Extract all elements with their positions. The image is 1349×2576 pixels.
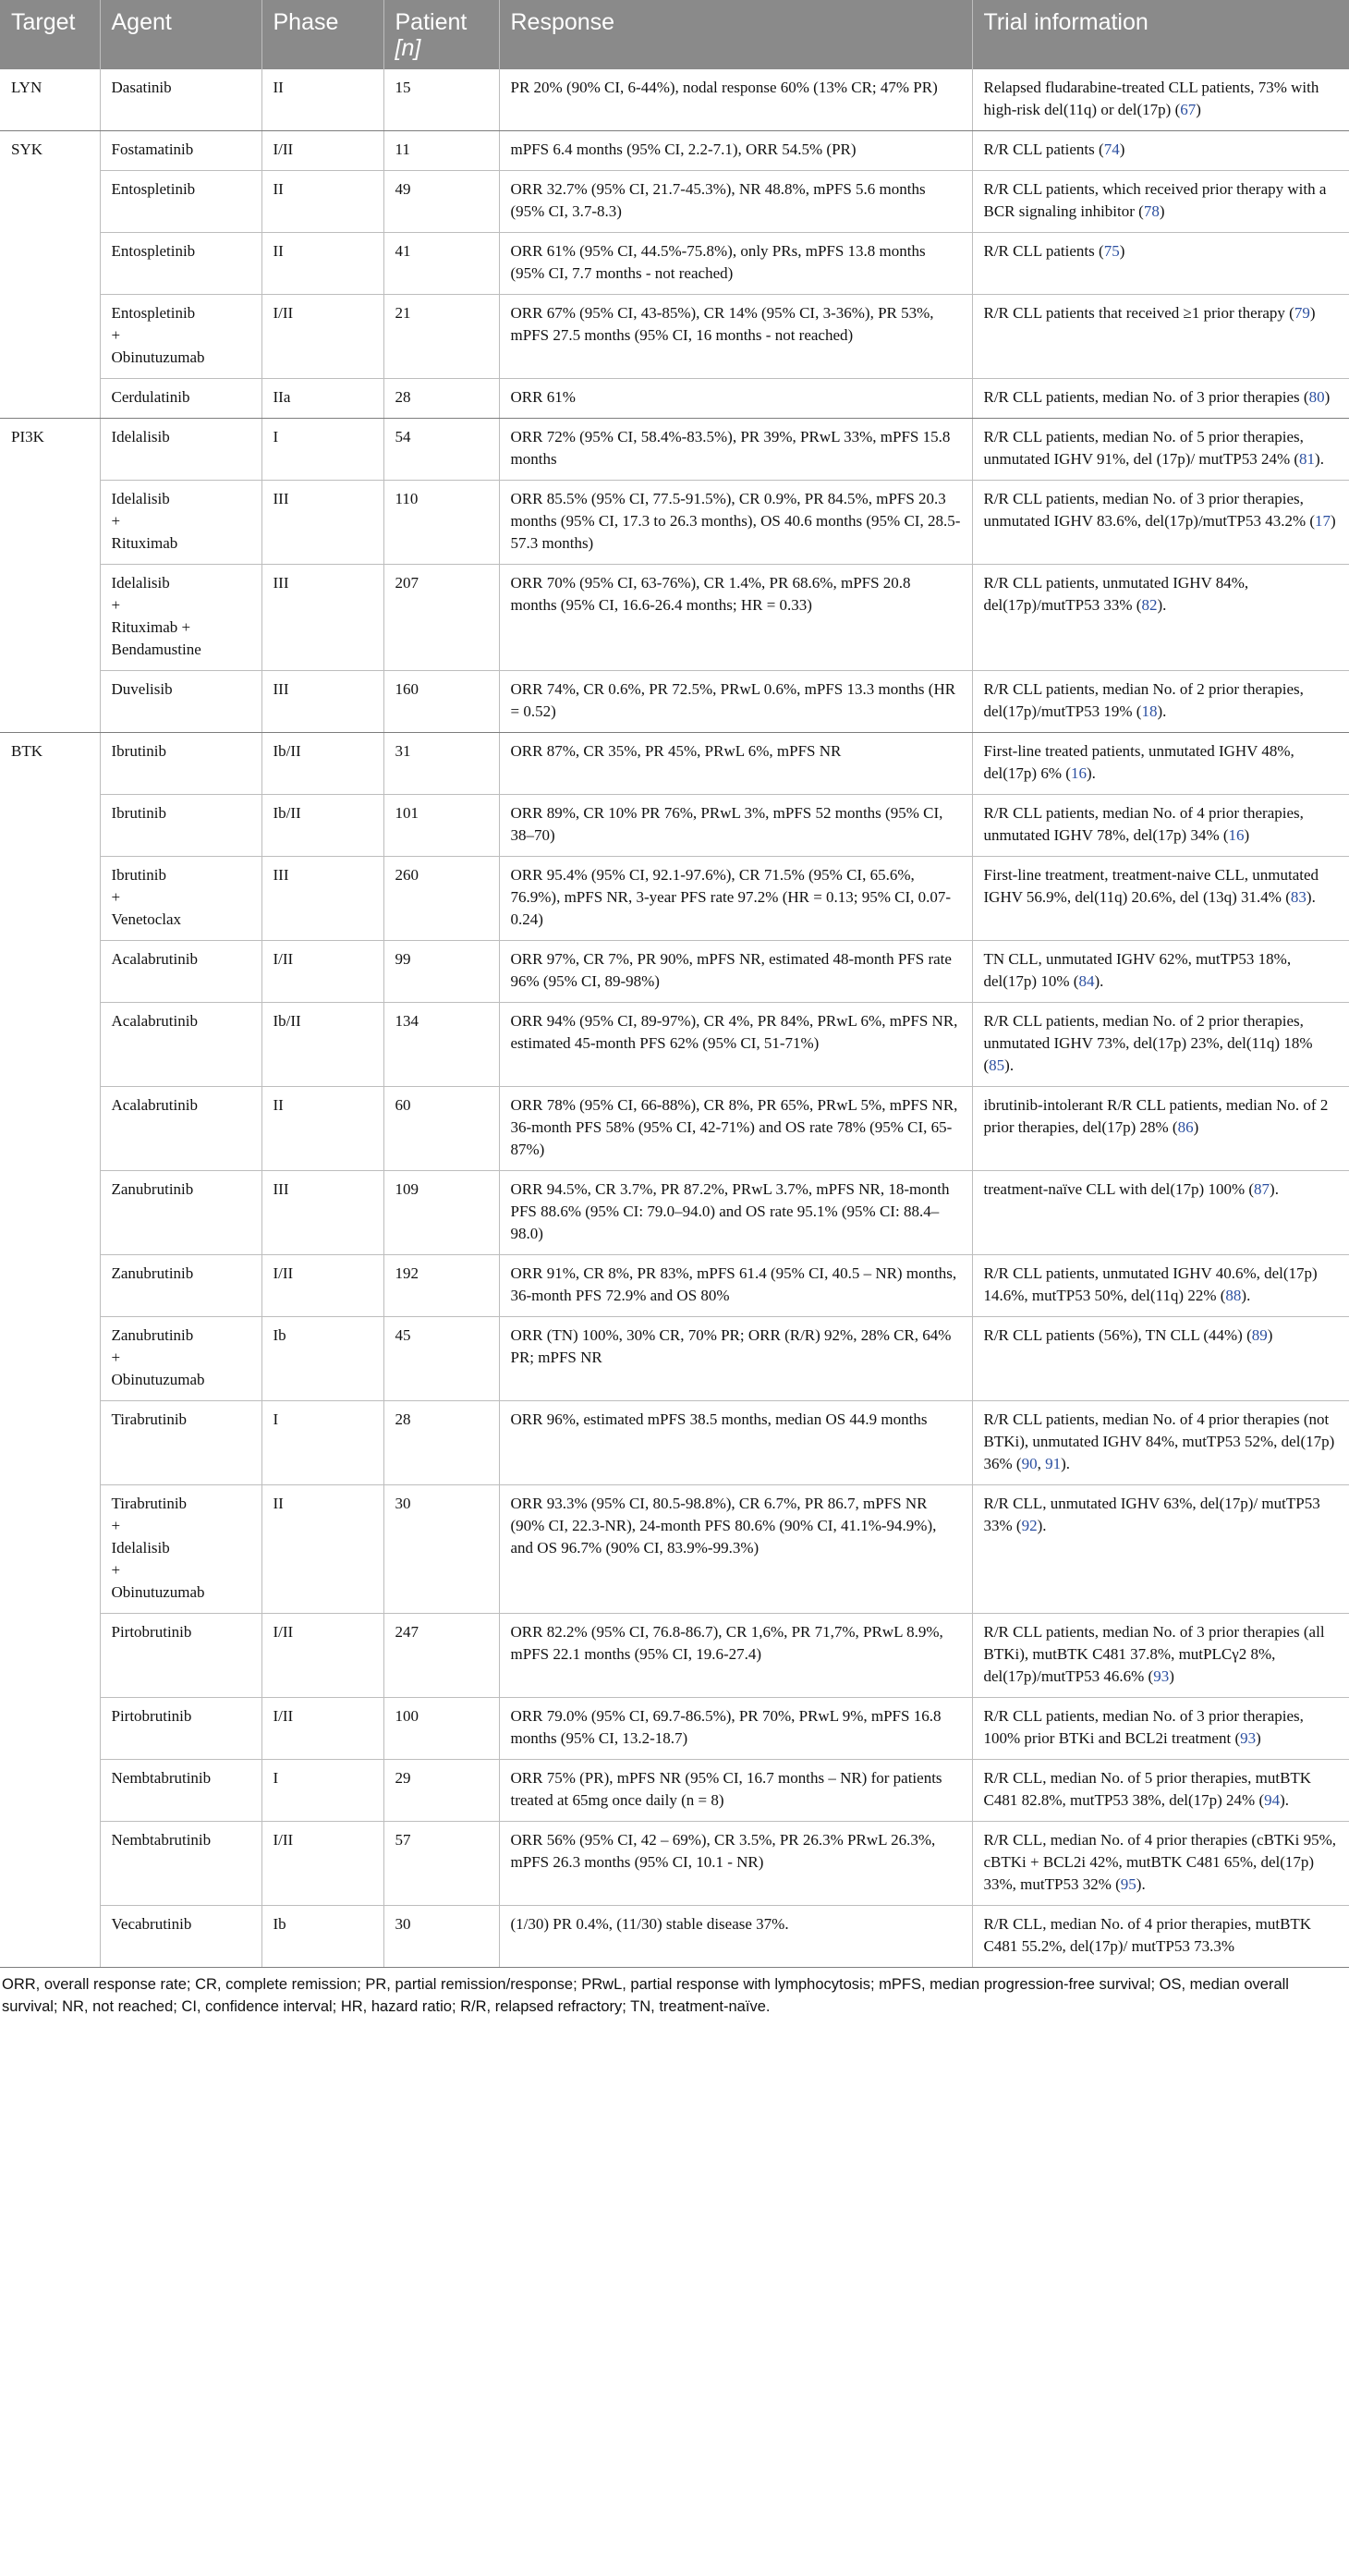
- cell-trial-info: TN CLL, unmutated IGHV 62%, mutTP53 18%, del(17p) 10% (84).: [972, 941, 1349, 1003]
- cell-trial-info: R/R CLL patients, median No. of 3 prior therapies (80): [972, 379, 1349, 419]
- reference-link[interactable]: 85: [989, 1056, 1005, 1074]
- cell-patient-count: 54: [383, 419, 499, 481]
- cell-trial-info: R/R CLL patients (56%), TN CLL (44%) (89): [972, 1317, 1349, 1401]
- cell-patient-count: 11: [383, 131, 499, 171]
- cell-agent: [100, 481, 261, 565]
- cell-phase: I/II: [261, 1822, 383, 1906]
- cell-response: ORR 94.5%, CR 3.7%, PR 87.2%, PRwL 3.7%, mPFS NR, 18-month PFS 88.6% (95% CI: 79.0–94.0) and OS rate 95.1% (95% CI: 88.4–98.0): [499, 1171, 972, 1255]
- reference-link[interactable]: 84: [1078, 972, 1095, 990]
- agent-line: +: [111, 326, 121, 344]
- agent-line: +: [111, 512, 121, 530]
- cell-phase: I/II: [261, 941, 383, 1003]
- cell-agent: [100, 795, 261, 857]
- cell-agent: [100, 1087, 261, 1171]
- trial-text: R/R CLL patients, median No. of 3 prior therapies (all BTKi), mutBTK C481 37.8%, mutPLCγ2 8%, del(17p)/mutTP53 46.6%: [983, 1623, 1325, 1685]
- reference-link[interactable]: 92: [1021, 1517, 1038, 1534]
- cell-response: ORR 91%, CR 8%, PR 83%, mPFS 61.4 (95% CI, 40.5 – NR) months, 36-month PFS 72.9% and OS 80%: [499, 1255, 972, 1317]
- cell-agent: [100, 419, 261, 481]
- header-phase: Phase: [261, 0, 383, 69]
- agent-line: Tirabrutinib: [111, 1495, 188, 1512]
- agent-line: Entospletinib: [111, 304, 196, 322]
- header-row: [0, 0, 1349, 69]
- cell-response: ORR 89%, CR 10% PR 76%, PRwL 3%, mPFS 52 months (95% CI, 38–70): [499, 795, 972, 857]
- cell-phase: III: [261, 1171, 383, 1255]
- cell-patient-count: 21: [383, 295, 499, 379]
- cell-trial-info: R/R CLL patients that received ≥1 prior therapy (79): [972, 295, 1349, 379]
- agent-line: Tirabrutinib: [111, 1410, 188, 1428]
- trial-text: First-line treatment, treatment-naive CLL, unmutated IGHV 56.9%, del(11q) 20.6%, del (13q) 31.4%: [983, 866, 1319, 906]
- agent-line: Ibrutinib: [111, 804, 166, 822]
- trial-text: R/R CLL patients, which received prior therapy with a BCR signaling inhibitor: [983, 180, 1327, 220]
- agent-line: Idelalisib: [111, 428, 170, 446]
- cell-response: ORR 97%, CR 7%, PR 90%, mPFS NR, estimated 48-month PFS rate 96% (95% CI, 89-98%): [499, 941, 972, 1003]
- reference-link[interactable]: 88: [1225, 1287, 1242, 1304]
- cell-response: ORR (TN) 100%, 30% CR, 70% PR; ORR (R/R) 92%, 28% CR, 64% PR; mPFS NR: [499, 1317, 972, 1401]
- cell-response: ORR 61%: [499, 379, 972, 419]
- trial-text: R/R CLL patients, median No. of 3 prior therapies, unmutated IGHV 83.6%, del(17p)/mutTP53 43.2%: [983, 490, 1306, 530]
- agent-line: Pirtobrutinib: [111, 1623, 192, 1641]
- reference-link[interactable]: 90: [1021, 1455, 1038, 1472]
- cell-response: ORR 78% (95% CI, 66-88%), CR 8%, PR 65%, PRwL 5%, mPFS NR, 36-month PFS 58% (95% CI, 42-71%) and OS rate 78% (95% CI, 65-87%): [499, 1087, 972, 1171]
- agent-line: Ibrutinib: [111, 742, 166, 760]
- trial-text: First-line treated patients, unmutated IGHV 48%, del(17p) 6%: [983, 742, 1294, 782]
- cell-agent: [100, 69, 261, 131]
- agent-line: Obinutuzumab: [111, 1371, 205, 1388]
- cell-trial-info: R/R CLL patients, unmutated IGHV 40.6%, del(17p) 14.6%, mutTP53 50%, del(11q) 22% (88).: [972, 1255, 1349, 1317]
- cell-trial-info: ibrutinib-intolerant R/R CLL patients, median No. of 2 prior therapies, del(17p) 28% (86): [972, 1087, 1349, 1171]
- cell-patient-count: 207: [383, 565, 499, 671]
- agent-line: Entospletinib: [111, 242, 196, 260]
- cell-phase: IIa: [261, 379, 383, 419]
- cell-patient-count: 192: [383, 1255, 499, 1317]
- cell-phase: I: [261, 1760, 383, 1822]
- trial-suffix: .: [1311, 888, 1316, 906]
- trial-text: R/R CLL, median No. of 5 prior therapies, mutBTK C481 82.8%, mutTP53 38%, del(17p) 24%: [983, 1769, 1312, 1809]
- cell-agent: [100, 1485, 261, 1614]
- agent-line: Vecabrutinib: [111, 1915, 192, 1933]
- cell-phase: Ib/II: [261, 1003, 383, 1087]
- cell-agent: [100, 295, 261, 379]
- cell-phase: III: [261, 481, 383, 565]
- trial-suffix: .: [1141, 1875, 1146, 1893]
- agent-line: Obinutuzumab: [111, 348, 205, 366]
- cell-phase: Ib/II: [261, 733, 383, 795]
- cell-agent: [100, 1003, 261, 1087]
- cell-trial-info: R/R CLL patients, median No. of 4 prior therapies (not BTKi), unmutated IGHV 84%, mutTP53 52%, del(17p) 36% (90, 91).: [972, 1401, 1349, 1485]
- cell-patient-count: 110: [383, 481, 499, 565]
- table-row: [0, 565, 1349, 671]
- cell-patient-count: 109: [383, 1171, 499, 1255]
- trial-text: R/R CLL, median No. of 4 prior therapies, mutBTK C481 55.2%, del(17p)/ mutTP53 73.3%: [983, 1915, 1312, 1955]
- cell-agent: [100, 857, 261, 941]
- cell-phase: I/II: [261, 1255, 383, 1317]
- cell-phase: II: [261, 233, 383, 295]
- table-row: [0, 1614, 1349, 1698]
- cell-trial-info: R/R CLL patients, median No. of 3 prior therapies, unmutated IGHV 83.6%, del(17p)/mutTP53 43.2% (17): [972, 481, 1349, 565]
- agent-line: Zanubrutinib: [111, 1264, 194, 1282]
- trial-text: R/R CLL patients, median No. of 3 prior therapies, 100% prior BTKi and BCL2i treatment: [983, 1707, 1304, 1747]
- reference-link[interactable]: 80: [1308, 388, 1325, 406]
- cell-agent: [100, 565, 261, 671]
- cell-patient-count: 30: [383, 1485, 499, 1614]
- cell-agent: [100, 131, 261, 171]
- reference-link[interactable]: 93: [1240, 1729, 1257, 1747]
- table-row: [0, 131, 1349, 171]
- cell-trial-info: R/R CLL patients, median No. of 2 prior therapies, del(17p)/mutTP53 19% (18).: [972, 671, 1349, 733]
- cell-response: ORR 85.5% (95% CI, 77.5-91.5%), CR 0.9%, PR 84.5%, mPFS 20.3 months (95% CI, 17.3 to 26.3 months), OS 40.6 months (95% CI, 28.5-57.3 months): [499, 481, 972, 565]
- trial-text: R/R CLL, median No. of 4 prior therapies (cBTKi 95%, cBTKi + BCL2i 42%, mutBTK C481 65%, del(17p) 33%, mutTP53 32%: [983, 1831, 1336, 1893]
- trial-text: R/R CLL patients, median No. of 4 prior therapies, unmutated IGHV 78%, del(17p) 34%: [983, 804, 1304, 844]
- cell-response: ORR 32.7% (95% CI, 21.7-45.3%), NR 48.8%, mPFS 5.6 months (95% CI, 3.7-8.3): [499, 171, 972, 233]
- reference-link[interactable]: 87: [1254, 1180, 1270, 1198]
- cell-phase: Ib: [261, 1317, 383, 1401]
- header-trial: Trial information: [972, 0, 1349, 69]
- table-row: [0, 1255, 1349, 1317]
- cell-agent: [100, 733, 261, 795]
- agent-line: Entospletinib: [111, 180, 196, 198]
- reference-link[interactable]: 81: [1299, 450, 1316, 468]
- cell-trial-info: R/R CLL patients (75): [972, 233, 1349, 295]
- cell-agent: [100, 1171, 261, 1255]
- cell-response: ORR 74%, CR 0.6%, PR 72.5%, PRwL 0.6%, mPFS 13.3 months (HR = 0.52): [499, 671, 972, 733]
- agent-line: Zanubrutinib: [111, 1326, 194, 1344]
- table-row: [0, 379, 1349, 419]
- agent-line: Idelalisib: [111, 490, 170, 507]
- cell-phase: II: [261, 69, 383, 131]
- cell-agent: [100, 171, 261, 233]
- cell-trial-info: R/R CLL patients, median No. of 2 prior therapies, unmutated IGHV 73%, del(17p) 23%, del(11q) 18% (85).: [972, 1003, 1349, 1087]
- trial-suffix: .: [1274, 1180, 1279, 1198]
- trial-text: R/R CLL patients (56%), TN CLL (44%): [983, 1326, 1243, 1344]
- agent-line: Zanubrutinib: [111, 1180, 194, 1198]
- cell-patient-count: 41: [383, 233, 499, 295]
- reference-link[interactable]: 74: [1103, 140, 1120, 158]
- reference-link[interactable]: 78: [1143, 202, 1160, 220]
- cell-phase: II: [261, 171, 383, 233]
- cell-patient-count: 100: [383, 1698, 499, 1760]
- cell-response: mPFS 6.4 months (95% CI, 2.2-7.1), ORR 54.5% (PR): [499, 131, 972, 171]
- trial-suffix: .: [1284, 1791, 1290, 1809]
- cell-agent: [100, 671, 261, 733]
- cell-patient-count: 28: [383, 379, 499, 419]
- agent-line: Dasatinib: [111, 79, 172, 96]
- cell-patient-count: 101: [383, 795, 499, 857]
- cell-phase: Ib/II: [261, 795, 383, 857]
- cell-target: LYN: [0, 69, 100, 131]
- cell-phase: II: [261, 1087, 383, 1171]
- agent-line: +: [111, 888, 121, 906]
- header-patient-label: Patient: [395, 9, 468, 35]
- cell-response: (1/30) PR 0.4%, (11/30) stable disease 37%.: [499, 1906, 972, 1968]
- cell-agent: [100, 233, 261, 295]
- trial-text: treatment-naïve CLL with del(17p) 100%: [983, 1180, 1246, 1198]
- cell-target: PI3K: [0, 419, 100, 733]
- agent-line: Rituximab: [111, 534, 178, 552]
- cell-trial-info: Relapsed fludarabine-treated CLL patients, 73% with high-risk del(11q) or del(17p) (67): [972, 69, 1349, 131]
- cell-trial-info: First-line treated patients, unmutated IGHV 48%, del(17p) 6% (16).: [972, 733, 1349, 795]
- cell-target: BTK: [0, 733, 100, 1968]
- cell-trial-info: R/R CLL, unmutated IGHV 63%, del(17p)/ mutTP53 33% (92).: [972, 1485, 1349, 1614]
- header-target: Target: [0, 0, 100, 69]
- trial-suffix: .: [1100, 972, 1104, 990]
- cell-response: ORR 94% (95% CI, 89-97%), CR 4%, PR 84%, PRwL 6%, mPFS NR, estimated 45-month PFS 62% (95% CI, 51-71%): [499, 1003, 972, 1087]
- agent-line: Rituximab + Bendamustine: [111, 618, 201, 658]
- reference-link[interactable]: 75: [1103, 242, 1120, 260]
- cell-phase: I/II: [261, 1698, 383, 1760]
- trial-suffix: .: [1162, 702, 1167, 720]
- cell-patient-count: 160: [383, 671, 499, 733]
- table-row: [0, 1698, 1349, 1760]
- cell-patient-count: 60: [383, 1087, 499, 1171]
- table-row: [0, 1906, 1349, 1968]
- cell-trial-info: R/R CLL patients, median No. of 4 prior therapies, unmutated IGHV 78%, del(17p) 34% (16): [972, 795, 1349, 857]
- trial-text: TN CLL, unmutated IGHV 62%, mutTP53 18%, del(17p) 10%: [983, 950, 1292, 990]
- agent-line: +: [111, 1517, 121, 1534]
- trial-text: ibrutinib-intolerant R/R CLL patients, median No. of 2 prior therapies, del(17p) 28%: [983, 1096, 1329, 1136]
- cell-agent: [100, 379, 261, 419]
- cell-target: SYK: [0, 131, 100, 419]
- cell-patient-count: 30: [383, 1906, 499, 1968]
- reference-link[interactable]: 82: [1141, 596, 1158, 614]
- header-response: Response: [499, 0, 972, 69]
- agent-line: +: [111, 1349, 121, 1366]
- agent-line: Idelalisib: [111, 1539, 170, 1557]
- reference-link[interactable]: 16: [1070, 764, 1087, 782]
- trial-suffix: .: [1246, 1287, 1251, 1304]
- cell-response: ORR 70% (95% CI, 63-76%), CR 1.4%, PR 68.6%, mPFS 20.8 months (95% CI, 16.6-26.4 months; HR = 0.33): [499, 565, 972, 671]
- cell-agent: [100, 1698, 261, 1760]
- cell-response: ORR 75% (PR), mPFS NR (95% CI, 16.7 months – NR) for patients treated at 65mg once daily (n = 8): [499, 1760, 972, 1822]
- cell-agent: [100, 1906, 261, 1968]
- cell-trial-info: R/R CLL patients, median No. of 5 prior therapies, unmutated IGHV 91%, del (17p)/ mutTP53 24% (81).: [972, 419, 1349, 481]
- trial-text: R/R CLL patients: [983, 242, 1095, 260]
- trial-suffix: .: [1065, 1455, 1071, 1472]
- cell-patient-count: 260: [383, 857, 499, 941]
- table-row: [0, 1171, 1349, 1255]
- cell-trial-info: [972, 1906, 1349, 1968]
- agent-line: Pirtobrutinib: [111, 1707, 192, 1725]
- cell-patient-count: 57: [383, 1822, 499, 1906]
- cell-patient-count: 134: [383, 1003, 499, 1087]
- reference-link[interactable]: 93: [1153, 1667, 1170, 1685]
- cell-trial-info: R/R CLL patients, which received prior therapy with a BCR signaling inhibitor (78): [972, 171, 1349, 233]
- agent-line: Cerdulatinib: [111, 388, 190, 406]
- cell-phase: I/II: [261, 295, 383, 379]
- cell-phase: I: [261, 419, 383, 481]
- cell-trial-info: R/R CLL patients, unmutated IGHV 84%, del(17p)/mutTP53 33% (82).: [972, 565, 1349, 671]
- cell-response: ORR 96%, estimated mPFS 38.5 months, median OS 44.9 months: [499, 1401, 972, 1485]
- cell-trial-info: R/R CLL patients (74): [972, 131, 1349, 171]
- cell-trial-info: treatment-naïve CLL with del(17p) 100% (87).: [972, 1171, 1349, 1255]
- trial-text: Relapsed fludarabine-treated CLL patients, 73% with high-risk del(11q) or del(17p): [983, 79, 1319, 118]
- cell-patient-count: 29: [383, 1760, 499, 1822]
- cell-agent: [100, 1401, 261, 1485]
- cell-phase: III: [261, 565, 383, 671]
- cell-agent: [100, 1614, 261, 1698]
- cell-trial-info: R/R CLL patients, median No. of 3 prior therapies (all BTKi), mutBTK C481 37.8%, mutPLCγ2 8%, del(17p)/mutTP53 46.6% (93): [972, 1614, 1349, 1698]
- agent-line: Venetoclax: [111, 910, 182, 928]
- agent-line: Idelalisib: [111, 574, 170, 592]
- cell-phase: I: [261, 1401, 383, 1485]
- cell-agent: [100, 941, 261, 1003]
- trial-suffix: .: [1162, 596, 1167, 614]
- cell-trial-info: R/R CLL patients, median No. of 3 prior therapies, 100% prior BTKi and BCL2i treatment (93): [972, 1698, 1349, 1760]
- reference-link[interactable]: 83: [1290, 888, 1306, 906]
- cell-phase: II: [261, 1485, 383, 1614]
- trial-text: R/R CLL patients, unmutated IGHV 40.6%, del(17p) 14.6%, mutTP53 50%, del(11q) 22%: [983, 1264, 1318, 1304]
- table-row: [0, 1760, 1349, 1822]
- cell-agent: [100, 1760, 261, 1822]
- cell-response: ORR 93.3% (95% CI, 80.5-98.8%), CR 6.7%, PR 86.7, mPFS NR (90% CI, 22.3-NR), 24-month PFS 80.6% (90% CI, 41.1%-94.9%), and OS 96.7% (90% CI, 83.9%-99.3%): [499, 1485, 972, 1614]
- header-agent: Agent: [100, 0, 261, 69]
- agent-line: Obinutuzumab: [111, 1583, 205, 1601]
- cell-response: ORR 82.2% (95% CI, 76.8-86.7), CR 1,6%, PR 71,7%, PRwL 8.9%, mPFS 22.1 months (95% CI, 19.6-27.4): [499, 1614, 972, 1698]
- reference-link[interactable]: 86: [1177, 1118, 1194, 1136]
- cell-response: ORR 56% (95% CI, 42 – 69%), CR 3.5%, PR 26.3% PRwL 26.3%, mPFS 26.3 months (95% CI, 10.1 - NR): [499, 1822, 972, 1906]
- cell-phase: III: [261, 857, 383, 941]
- table-row: [0, 795, 1349, 857]
- trial-suffix: .: [1091, 764, 1096, 782]
- reference-link[interactable]: 95: [1120, 1875, 1136, 1893]
- cell-phase: I/II: [261, 1614, 383, 1698]
- trial-text: R/R CLL, unmutated IGHV 63%, del(17p)/ mutTP53 33%: [983, 1495, 1320, 1534]
- table-row: [0, 857, 1349, 941]
- agent-line: +: [111, 1561, 121, 1579]
- cell-phase: I/II: [261, 131, 383, 171]
- agent-line: Acalabrutinib: [111, 1012, 198, 1030]
- cell-response: PR 20% (90% CI, 6-44%), nodal response 60% (13% CR; 47% PR): [499, 69, 972, 131]
- trial-text: R/R CLL patients, unmutated IGHV 84%, del(17p)/mutTP53 33%: [983, 574, 1249, 614]
- trial-text: R/R CLL patients, median No. of 4 prior therapies (not BTKi), unmutated IGHV 84%, mutTP53 52%, del(17p) 36%: [983, 1410, 1335, 1472]
- trial-suffix: .: [1042, 1517, 1047, 1534]
- cell-patient-count: 28: [383, 1401, 499, 1485]
- agent-line: Acalabrutinib: [111, 1096, 198, 1114]
- reference-link[interactable]: 91: [1045, 1455, 1062, 1472]
- cell-agent: [100, 1317, 261, 1401]
- cell-response: ORR 79.0% (95% CI, 69.7-86.5%), PR 70%, PRwL 9%, mPFS 16.8 months (95% CI, 13.2-18.7): [499, 1698, 972, 1760]
- agent-line: Ibrutinib: [111, 866, 166, 884]
- cell-response: ORR 87%, CR 35%, PR 45%, PRwL 6%, mPFS NR: [499, 733, 972, 795]
- agent-line: Duvelisib: [111, 680, 173, 698]
- table-row: [0, 295, 1349, 379]
- table-row: [0, 69, 1349, 131]
- table-row: [0, 1401, 1349, 1485]
- footnote: ORR, overall response rate; CR, complete remission; PR, partial remission/response; PRwL, partial response with lymphocytosis; mPFS, median progression-free survival; OS, median overall survival; NR, not reached; CI, confidence interval; HR, hazard ratio; R/R, relapsed refractory; TN, treatment-naïve.: [2, 1976, 1289, 2015]
- trial-text: R/R CLL patients, median No. of 2 prior therapies, unmutated IGHV 73%, del(17p) 23%, del(11q) 18%: [983, 1012, 1313, 1052]
- trial-text: R/R CLL patients, median No. of 5 prior therapies, unmutated IGHV 91%, del (17p)/ mutTP53 24%: [983, 428, 1304, 468]
- header-patient-unit: [n]: [395, 35, 421, 61]
- cell-patient-count: 15: [383, 69, 499, 131]
- trial-suffix: .: [1319, 450, 1324, 468]
- cell-phase: III: [261, 671, 383, 733]
- cell-trial-info: R/R CLL, median No. of 5 prior therapies, mutBTK C481 82.8%, mutTP53 38%, del(17p) 24% (94).: [972, 1760, 1349, 1822]
- cell-agent: [100, 1255, 261, 1317]
- cell-response: ORR 67% (95% CI, 43-85%), CR 14% (95% CI, 3-36%), PR 53%, mPFS 27.5 months (95% CI, 16 months - not reached): [499, 295, 972, 379]
- reference-link[interactable]: 67: [1180, 101, 1197, 118]
- cell-response: ORR 61% (95% CI, 44.5%-75.8%), only PRs, mPFS 13.8 months (95% CI, 7.7 months - not reached): [499, 233, 972, 295]
- agent-line: Fostamatinib: [111, 140, 194, 158]
- reference-link[interactable]: 17: [1315, 512, 1331, 530]
- cell-response: ORR 72% (95% CI, 58.4%-83.5%), PR 39%, PRwL 33%, mPFS 15.8 months: [499, 419, 972, 481]
- agent-line: +: [111, 596, 121, 614]
- table-row: [0, 941, 1349, 1003]
- trial-suffix: .: [1009, 1056, 1015, 1074]
- table-row: [0, 1317, 1349, 1401]
- agent-line: Nembtabrutinib: [111, 1831, 212, 1849]
- table-body: [0, 69, 1349, 1968]
- table-row: [0, 171, 1349, 233]
- table-row: [0, 1822, 1349, 1906]
- table-row: [0, 1003, 1349, 1087]
- reference-link[interactable]: 94: [1264, 1791, 1281, 1809]
- trial-text: R/R CLL patients: [983, 140, 1095, 158]
- agent-line: Acalabrutinib: [111, 950, 198, 968]
- header-patient: [383, 0, 499, 69]
- reference-link[interactable]: 89: [1251, 1326, 1268, 1344]
- table-row: [0, 481, 1349, 565]
- cell-patient-count: 45: [383, 1317, 499, 1401]
- reference-link[interactable]: 16: [1228, 826, 1245, 844]
- cell-agent: [100, 1822, 261, 1906]
- table-row: [0, 733, 1349, 795]
- cell-patient-count: 31: [383, 733, 499, 795]
- trial-text: R/R CLL patients that received ≥1 prior therapy: [983, 304, 1285, 322]
- reference-link[interactable]: 18: [1141, 702, 1158, 720]
- cell-patient-count: 49: [383, 171, 499, 233]
- table-row: [0, 1087, 1349, 1171]
- trial-text: R/R CLL patients, median No. of 3 prior therapies: [983, 388, 1300, 406]
- table-row: [0, 1485, 1349, 1614]
- table-row: [0, 419, 1349, 481]
- cell-phase: Ib: [261, 1906, 383, 1968]
- cell-patient-count: 247: [383, 1614, 499, 1698]
- cell-response: ORR 95.4% (95% CI, 92.1-97.6%), CR 71.5% (95% CI, 65.6%, 76.9%), mPFS NR, 3-year PFS rate 97.2% (HR = 0.13; 95% CI, 0.07-0.24): [499, 857, 972, 941]
- trial-text: R/R CLL patients, median No. of 2 prior therapies, del(17p)/mutTP53 19%: [983, 680, 1304, 720]
- table-row: [0, 671, 1349, 733]
- cell-patient-count: 99: [383, 941, 499, 1003]
- reference-link[interactable]: 79: [1294, 304, 1310, 322]
- agent-line: Nembtabrutinib: [111, 1769, 212, 1787]
- cell-trial-info: First-line treatment, treatment-naive CLL, unmutated IGHV 56.9%, del(11q) 20.6%, del (13q) 31.4% (83).: [972, 857, 1349, 941]
- table-row: [0, 233, 1349, 295]
- cell-trial-info: R/R CLL, median No. of 4 prior therapies (cBTKi 95%, cBTKi + BCL2i 42%, mutBTK C481 65%, del(17p) 33%, mutTP53 32% (95).: [972, 1822, 1349, 1906]
